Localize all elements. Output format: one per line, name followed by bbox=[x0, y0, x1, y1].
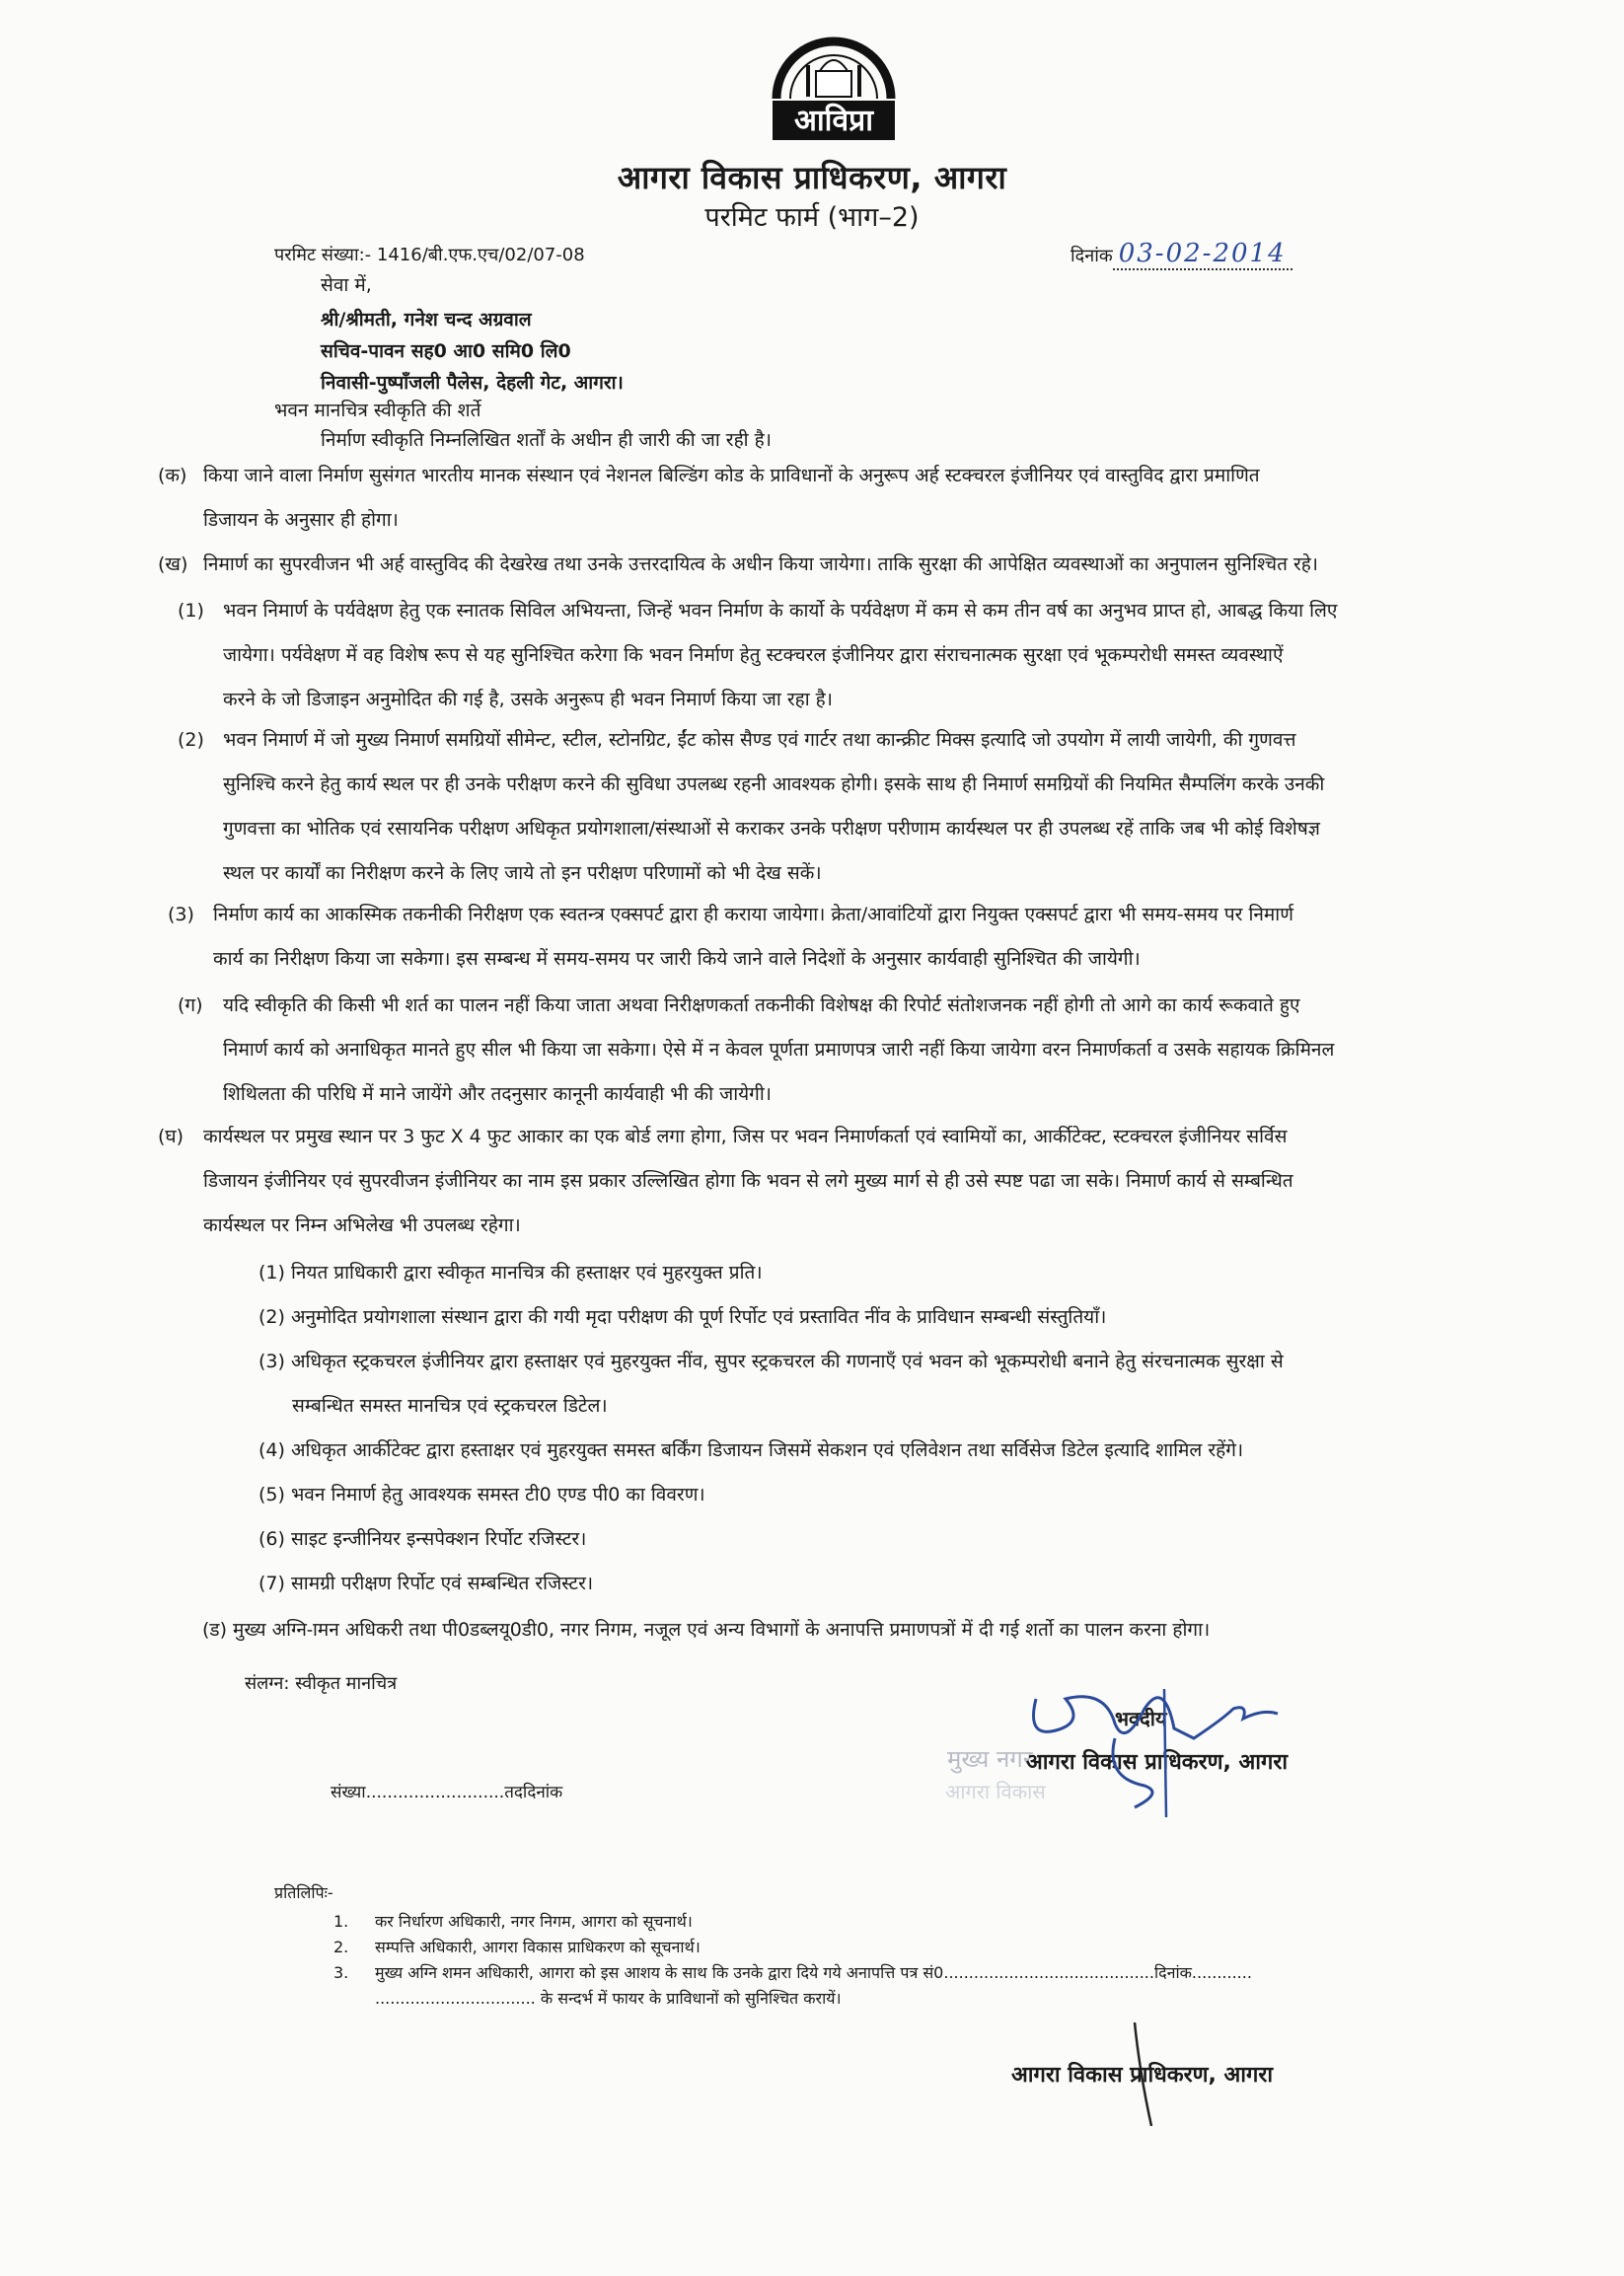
copy-to-heading: प्रतिलिपिः- bbox=[274, 1883, 333, 1902]
dispatch-number-line: संख्या..........................तददिनांक bbox=[331, 1783, 563, 1802]
condition-nga: (ड) मुख्य अग्नि-ामन अधिकरी तथा पी0डब्लयू0डी0, नगर निगम, नजूल एवं अन्य विभागों के अनापत्ति प्रमाणपत्रों में दी गई शर्तो का पालन करना होगा। bbox=[202, 1619, 1211, 1641]
form-title: परमिट फार्म (भाग–2) bbox=[704, 202, 920, 233]
condition-label: (ग) bbox=[178, 994, 203, 1016]
record-item-7: (7) सामग्री परीक्षण रिर्पोट एवं सम्बन्धित रजिस्टर। bbox=[258, 1573, 594, 1594]
copy-item-2: 2. सम्पत्ति अधिकारी, आगरा विकास प्राधिकरण को सूचनार्थ। bbox=[333, 1938, 701, 1956]
condition-label: (3) bbox=[168, 904, 194, 925]
subject-line: भवन मानचित्र स्वीकृति की शर्ते bbox=[274, 400, 481, 421]
record-item-2: (2) अनुमोदित प्रयोगशाला संस्थान द्वारा की गयी मृदा परीक्षण की पूर्ण रिर्पोट एवं प्रस्तावित नींव के प्राविधान सम्बन्धी संस्तुतियाँ। bbox=[258, 1306, 1107, 1328]
addressee-name: श्री/श्रीमती, गनेश चन्द अग्रवाल bbox=[321, 309, 532, 330]
record-item-6: (6) साइट इन्जीनियर इन्सपेक्शन रिर्पोट रजिस्टर। bbox=[258, 1528, 587, 1550]
condition-label: (1) bbox=[178, 600, 204, 622]
permit-number: परमिट संख्या:- 1416/बी.एफ.एच/02/07-08 bbox=[274, 245, 585, 265]
addressee-residence: निवासी-पुष्पाँजली पैलेस, देहली गेट, आगरा। bbox=[321, 372, 624, 394]
condition-label: (ख) bbox=[158, 553, 188, 575]
handwritten-signature bbox=[997, 1669, 1292, 1817]
copy-item-3: 3. मुख्य अग्नि शमन अधिकारी, आगरा को इस आशय के साथ कि उनके द्वारा दिये गये अनापत्ति पत्र सं0..........................................दिनांक............ ................................ के सन्दर्भ में फायर के प्राविधानों को सुनिश्चित करायें। bbox=[333, 1963, 1252, 2008]
condition-ga: (ग) यदि स्वीकृति की किसी भी शर्त का पालन नहीं किया जाता अथवा निरीक्षणकर्ता तकनीकी विशेषक्ष की रिपोर्ट संतोशजनक नहीं होगी तो आगे का कार्य रूकवाते हुए निमार्ण कार्य को अनाधिकृत मानते हुए सील भी किया जा सकेगा। ऐसे में न केवल पूर्णता प्रमाणपत्र जारी नहीं किया जायेगा वरन निमार्णकर्ता व उसके सहायक क्रिमिनल शिथिलता की परिधि में माने जायेंगे और तदनुसार कानूनी कार्यवाही भी की जायेगी। bbox=[178, 984, 1470, 1117]
footer-organization: आगरा विकास प्राधिकरण, आगरा bbox=[1011, 2063, 1274, 2088]
signatory-organization: आगरा विकास प्राधिकरण, आगरा bbox=[1026, 1750, 1289, 1775]
official-stamp: मुख्य नगर bbox=[947, 1745, 1033, 1773]
condition-3: (3) निर्माण कार्य का आकस्मिक तकनीकी निरीक्षण एक स्वतन्त्र एक्सपर्ट द्वारा ही कराया जायेगा। क्रेता/आवांटियों द्वारा नियुक्त एक्सपर्ट द्वारा भी समय-समय पर निमार्ण कार्य का निरीक्षण किया जा सकेगा। इस सम्बन्ध में समय-समय पर जारी किये जाने वाले निदेशों के अनुसार कार्यवाही सुनिश्चित की जायेगी। bbox=[168, 893, 1470, 982]
organization-title: आगरा विकास प्राधिकरण, आगरा bbox=[617, 159, 1007, 196]
record-item-4: (4) अधिकृत आर्कीटेक्ट द्वारा हस्ताक्षर एवं मुहरयुक्त समस्त बर्किंग डिजायन जिसमें सेकशन एवं एलिवेशन तथा सर्विसेज डिटेल इत्यादि शामिल रहेंगे। bbox=[258, 1439, 1244, 1461]
authority-logo bbox=[755, 30, 913, 146]
yours-faithfully: भवदीय bbox=[1115, 1707, 1167, 1730]
addressee-designation: सचिव-पावन सह0 आ0 समि0 लि0 bbox=[321, 340, 571, 362]
date-value: 03-02-2014 bbox=[1113, 239, 1292, 270]
condition-gha: (घ) कार्यस्थल पर प्रमुख स्थान पर 3 फुट X 4 फुट आकार का एक बोर्ड लगा होगा, जिस पर भवन निमार्णकर्ता एवं स्वामियों का, आर्कीटेक्ट, स्टक्चरल इंजीनियर सर्विस डिजायन इंजीनियर एवं सुपरवीजन इंजीनियर का नाम इस प्रकार उल्लिखित होगा कि भवन से लगे मुख्य मार्ग से ही उसे स्पष्ट पढा जा सके। निमार्ण कार्य से सम्बन्धित कार्यस्थल पर निम्न अभिलेख भी उपलब्ध रहेगा। bbox=[158, 1115, 1470, 1248]
condition-ka: (क) किया जाने वाला निर्माण सुसंगत भारतीय मानक संस्थान एवं नेशनल बिल्डिंग कोड के प्राविधानों के अनुरूप अर्ह स्टक्चरल इंजीनियर एवं वास्तुविद द्वारा प्रमाणित डिजायन के अनुसार ही होगा। bbox=[158, 454, 1470, 543]
logo-emblem bbox=[755, 30, 913, 146]
enclosure-note: संलग्न: स्वीकृत मानचित्र bbox=[245, 1673, 398, 1694]
salutation: सेवा में, bbox=[321, 274, 372, 296]
record-item-5: (5) भवन निमार्ण हेतु आवश्यक समस्त टी0 एण्ड पी0 का विवरण। bbox=[258, 1484, 705, 1505]
condition-kha: (ख) निमार्ण का सुपरवीजन भी अर्ह वास्तुविद की देखरेख तथा उनके उत्तरदायित्व के अधीन किया जायेगा। ताकि सुरक्षा की आपेक्षित व्यवस्थाओं का अनुपालन सुनिश्चित रहे। bbox=[158, 543, 1470, 587]
record-item-1: (1) नियत प्राधिकारी द्वारा स्वीकृत मानचित्र की हस्ताक्षर एवं मुहरयुक्त प्रति। bbox=[258, 1262, 763, 1284]
date-label: दिनांक bbox=[1070, 246, 1113, 266]
condition-1: (1) भवन निमार्ण के पर्यवेक्षण हेतु एक स्नातक सिविल अभियन्ता, जिन्हें भवन निर्माण के कार्यो के पर्यवेक्षण में कम से कम तीन वर्ष का अनुभव प्राप्त हो, आबद्ध किया लिए जायेगा। पर्यवेक्षण में वह विशेष रूप से यह सुनिश्चित करेगा कि भवन निर्माण हेतु स्टक्चरल इंजीनियर द्वारा संराचनात्मक सुरक्षा एवं भूकम्परोधी समस्त व्यवस्थाऐं करने के जो डिजाइन अनुमोदित की गई है, उसके अनुरूप ही भवन निमार्ण किया जा रहा है। bbox=[178, 589, 1470, 722]
copy-item-1: 1. कर निर्धारण अधिकारी, नगर निगम, आगरा को सूचनार्थ। bbox=[333, 1912, 693, 1931]
condition-label: (क) bbox=[158, 465, 187, 486]
date-field bbox=[1070, 239, 1292, 268]
official-stamp-line2: आगरा विकास bbox=[945, 1780, 1046, 1803]
condition-2: (2) भवन निमार्ण में जो मुख्य निमार्ण समग्रियों सीमेन्ट, स्टील, स्टोनग्रिट, ईंट कोस सैण्ड एवं गार्टर तथा कान्क्रीट मिक्स इत्यादि जो उपयोग में लायी जायेगी, की गुणवत्त सुनिश्चि करने हेतु कार्य स्थल पर ही उनके परीक्षण करने की सुविधा उपलब्ध रहनी आवश्यक होगी। इसके साथ ही निमार्ण समग्रियों की नियमित सैम्पलिंग करके उनकी गुणवत्ता का भोतिक एवं रसायनिक परीक्षण अधिकृत प्रयोगशाला/संस्थाओं से कराकर उनके परीक्षण परीणाम कार्यस्थल पर ही उपलब्ध रहें ताकि जब भी कोई विशेषज्ञ स्थल पर कार्यों का निरीक्षण करने के लिए जाये तो इन परीक्षण परिणामों को भी देख सकें। bbox=[178, 718, 1470, 896]
record-item-3: (3) अधिकृत स्ट्रकचरल इंजीनियर द्वारा हस्ताक्षर एवं मुहरयुक्त नींव, सुपर स्ट्रकचरल की गणनाएँ एवं भवन को भूकम्परोधी बनाने हेतु संरचनात्मक सुरक्षा से सम्बन्धित समस्त मानचित्र एवं स्ट्रकचरल डिटेल। bbox=[258, 1351, 1284, 1417]
logo-text: आविप्रा bbox=[794, 104, 873, 138]
condition-label: (2) bbox=[178, 729, 204, 751]
subject-intro: निर्माण स्वीकृति निम्नलिखित शर्तों के अधीन ही जारी की जा रही है। bbox=[321, 429, 772, 451]
condition-label: (घ) bbox=[158, 1126, 185, 1147]
